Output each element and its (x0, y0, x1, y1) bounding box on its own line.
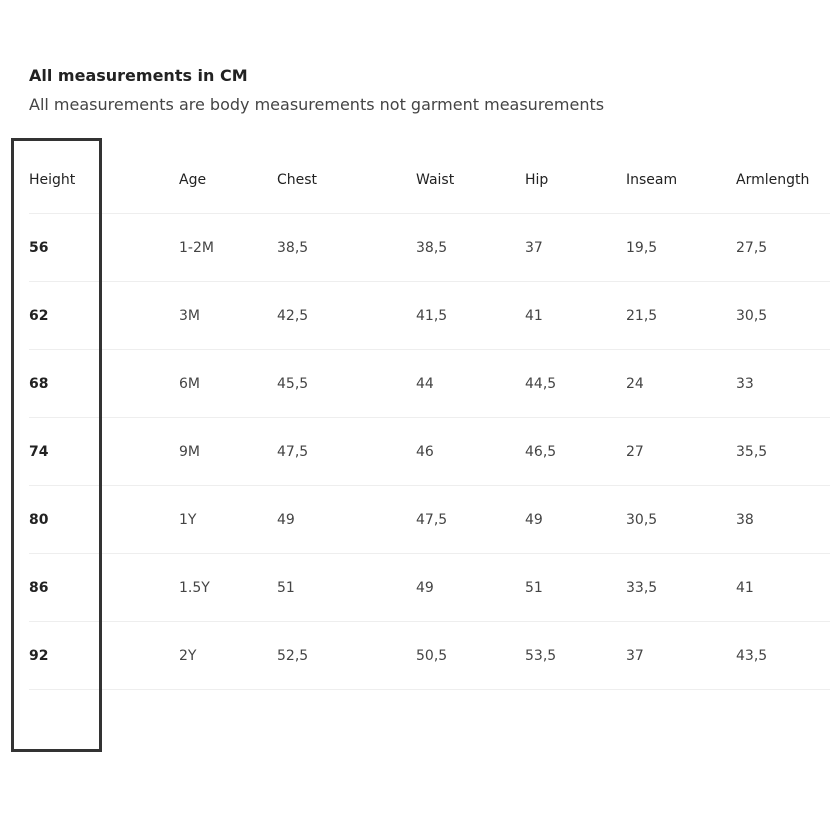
height-cell: 56 (29, 214, 179, 282)
column-header-chest: Chest (277, 146, 416, 214)
inseam-cell: 30,5 (626, 486, 736, 554)
chest-cell: 38,5 (277, 214, 416, 282)
chest-cell: 42,5 (277, 282, 416, 350)
page-title: All measurements in CM (29, 66, 248, 85)
height-cell: 68 (29, 350, 179, 418)
age-cell: 2Y (179, 622, 277, 690)
waist-cell: 38,5 (416, 214, 525, 282)
waist-cell: 46 (416, 418, 525, 486)
height-cell: 62 (29, 282, 179, 350)
hip-cell: 41 (525, 282, 626, 350)
table-row (29, 418, 830, 486)
age-cell: 1-2M (179, 214, 277, 282)
column-header-inseam: Inseam (626, 146, 736, 214)
table-header-row (29, 146, 830, 214)
column-header-hip: Hip (525, 146, 626, 214)
hip-cell: 44,5 (525, 350, 626, 418)
inseam-cell: 37 (626, 622, 736, 690)
age-cell: 3M (179, 282, 277, 350)
table-row (29, 214, 830, 282)
inseam-cell: 19,5 (626, 214, 736, 282)
table-row (29, 350, 830, 418)
hip-cell: 53,5 (525, 622, 626, 690)
page-subtitle: All measurements are body measurements not garment measurements (29, 95, 605, 114)
armlength-cell: 35,5 (736, 418, 830, 486)
armlength-cell: 41 (736, 554, 830, 622)
hip-cell: 51 (525, 554, 626, 622)
armlength-cell: 30,5 (736, 282, 830, 350)
column-header-waist: Waist (416, 146, 525, 214)
age-cell: 6M (179, 350, 277, 418)
table-row (29, 554, 830, 622)
armlength-cell: 38 (736, 486, 830, 554)
inseam-cell: 27 (626, 418, 736, 486)
size-chart-table (29, 146, 830, 690)
column-header-armlength: Armlength (736, 146, 830, 214)
age-cell: 1Y (179, 486, 277, 554)
chest-cell: 47,5 (277, 418, 416, 486)
hip-cell: 49 (525, 486, 626, 554)
chest-cell: 52,5 (277, 622, 416, 690)
age-cell: 9M (179, 418, 277, 486)
armlength-cell: 27,5 (736, 214, 830, 282)
age-cell: 1.5Y (179, 554, 277, 622)
column-header-height: Height (29, 146, 179, 214)
height-cell: 74 (29, 418, 179, 486)
waist-cell: 41,5 (416, 282, 525, 350)
table-row (29, 486, 830, 554)
waist-cell: 49 (416, 554, 525, 622)
armlength-cell: 33 (736, 350, 830, 418)
height-cell: 80 (29, 486, 179, 554)
chest-cell: 49 (277, 486, 416, 554)
chest-cell: 45,5 (277, 350, 416, 418)
waist-cell: 50,5 (416, 622, 525, 690)
waist-cell: 47,5 (416, 486, 525, 554)
chest-cell: 51 (277, 554, 416, 622)
hip-cell: 37 (525, 214, 626, 282)
table-row (29, 282, 830, 350)
inseam-cell: 33,5 (626, 554, 736, 622)
column-header-age: Age (179, 146, 277, 214)
height-cell: 86 (29, 554, 179, 622)
armlength-cell: 43,5 (736, 622, 830, 690)
inseam-cell: 21,5 (626, 282, 736, 350)
table-row (29, 622, 830, 690)
waist-cell: 44 (416, 350, 525, 418)
height-cell: 92 (29, 622, 179, 690)
hip-cell: 46,5 (525, 418, 626, 486)
inseam-cell: 24 (626, 350, 736, 418)
